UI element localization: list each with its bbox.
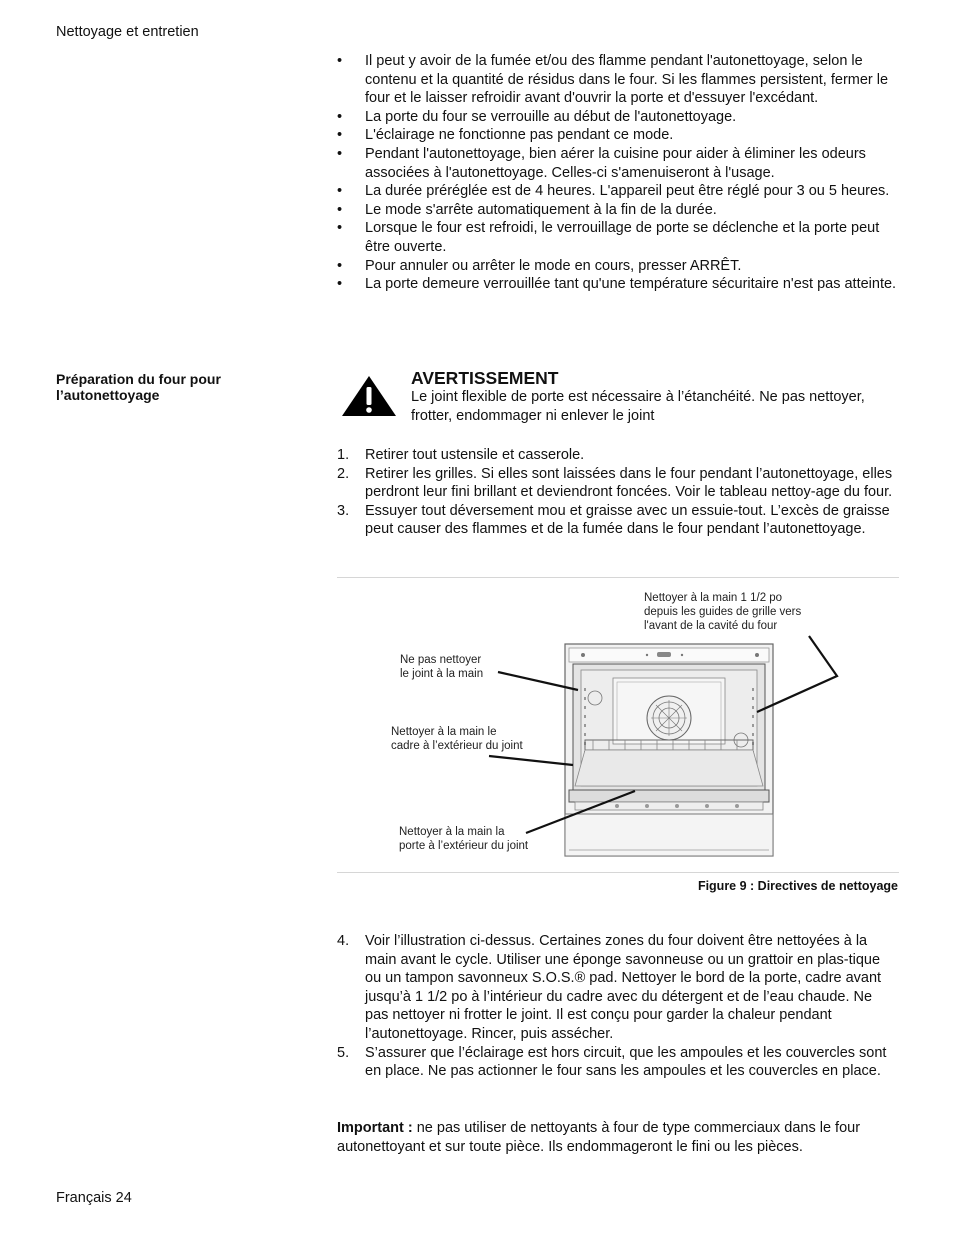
list-item: • La porte du four se verrouille au début de l'autonettoyage. (337, 108, 737, 125)
page-header: Nettoyage et entretien (56, 24, 199, 40)
section-heading: Préparation du four pour l’autonettoyage (56, 371, 221, 403)
list-item: 1. Retirer tout ustensile et casserole. (337, 447, 585, 463)
important-label: Important : (337, 1120, 413, 1136)
label-door: Nettoyer à la main la porte à l’extérieur du joint (399, 826, 529, 852)
list-item: • Pour annuler ou arrêter le mode en cours, presser ARRÊT. (337, 257, 742, 274)
list-item: 3. Essuyer tout déversement mou et graisse avec un essuie-tout. L’excès de graisse peut causer des flammes et de la fumée dans le four pendant l’autonettoyage. (337, 502, 890, 538)
page-footer: Français 24 (56, 1190, 132, 1206)
label-frame: Nettoyer à la main le cadre à l’extérieur du joint (391, 726, 523, 752)
steps-list-a (337, 446, 899, 539)
list-item: • Lorsque le four est refroidi, le verrouillage de porte se déclenche et la porte peut être ouverte. (337, 220, 880, 255)
list-item: 4. Voir l’illustration ci-dessus. Certaines zones du four doivent être nettoyées à la main avant le cycle. Utiliser une éponge savonneuse ou un grattoir en plas-tique ou un tampon savonneux S.O.S.® pad. Nettoyer le bord de la porte, cadre avant jusqu’à 1 1/2 po à l’intérieur du cadre avec du détergent et de l’eau chaude. Ne pas nettoyer ni frotter le joint. Il est conçu pour garder la chaleur pendant l’autonettoyage. Rincer, puis assécher. (337, 933, 882, 1042)
list-item: • Pendant l'autonettoyage, bien aérer la cuisine pour aider à éliminer les odeurs associées à l'autonettoyage. Celles-ci s'amenuiseront à l'usage. (337, 145, 866, 181)
list-item: 5. S’assurer que l’éclairage est hors circuit, que les ampoules et les couvercles sont en place. Ne pas actionner le four sans les ampoules et les couvercles en place. (337, 1044, 887, 1080)
warning-title: AVERTISSEMENT (411, 368, 559, 388)
notes-bullet-list (337, 52, 899, 294)
list-item: • Il peut y avoir de la fumée et/ou des flamme pendant l'autonettoyage, selon le contenu et la quantité de résidus dans le four. Si les flammes persistent, fermer le four et le laisser refroidir avant d'ouvrir la porte et d'essuyer l'excédant. (337, 53, 889, 107)
leader-frame (489, 756, 573, 765)
list-item: • La durée préréglée est de 4 heures. L'appareil peut être réglé pour 3 ou 5 heures. (337, 183, 890, 200)
list-item: • La porte demeure verrouillée tant qu'une température sécuritaire n'est pas atteinte. (337, 276, 897, 293)
list-item: • Le mode s'arrête automatiquement à la fin de la durée. (337, 201, 717, 218)
list-item: 2. Retirer les grilles. Si elles sont laissées dans le four pendant l’autonettoyage, elles perdront leur fini brillant et deviendront foncées. Voir le tableau nettoy-age du four. (337, 465, 893, 501)
important-note (337, 1119, 899, 1156)
steps-list-b (337, 932, 899, 1081)
label-rack-guides: Nettoyer à la main 1 1/2 po depuis les guides de grille vers l'avant de la cavité du four (644, 592, 802, 632)
figure-bottom-rule (337, 872, 899, 873)
warning-triangle-icon (340, 374, 398, 418)
important-text: ne pas utiliser de nettoyants à four de type commerciaux dans le four autonettoyant et sur toute pièce. Ils endommageront le fini ou les pièces. (337, 1120, 861, 1155)
label-gasket: Ne pas nettoyer le joint à la main (400, 654, 484, 680)
warning-text: Le joint flexible de porte est nécessaire à l’étanchéité. Ne pas nettoyer, frotter, endommager ni enlever le joint (411, 389, 865, 424)
warning-block (411, 368, 899, 425)
list-item: • L'éclairage ne fonctionne pas pendant ce mode. (337, 127, 674, 144)
figure-caption: Figure 9 : Directives de nettoyage (697, 879, 898, 893)
